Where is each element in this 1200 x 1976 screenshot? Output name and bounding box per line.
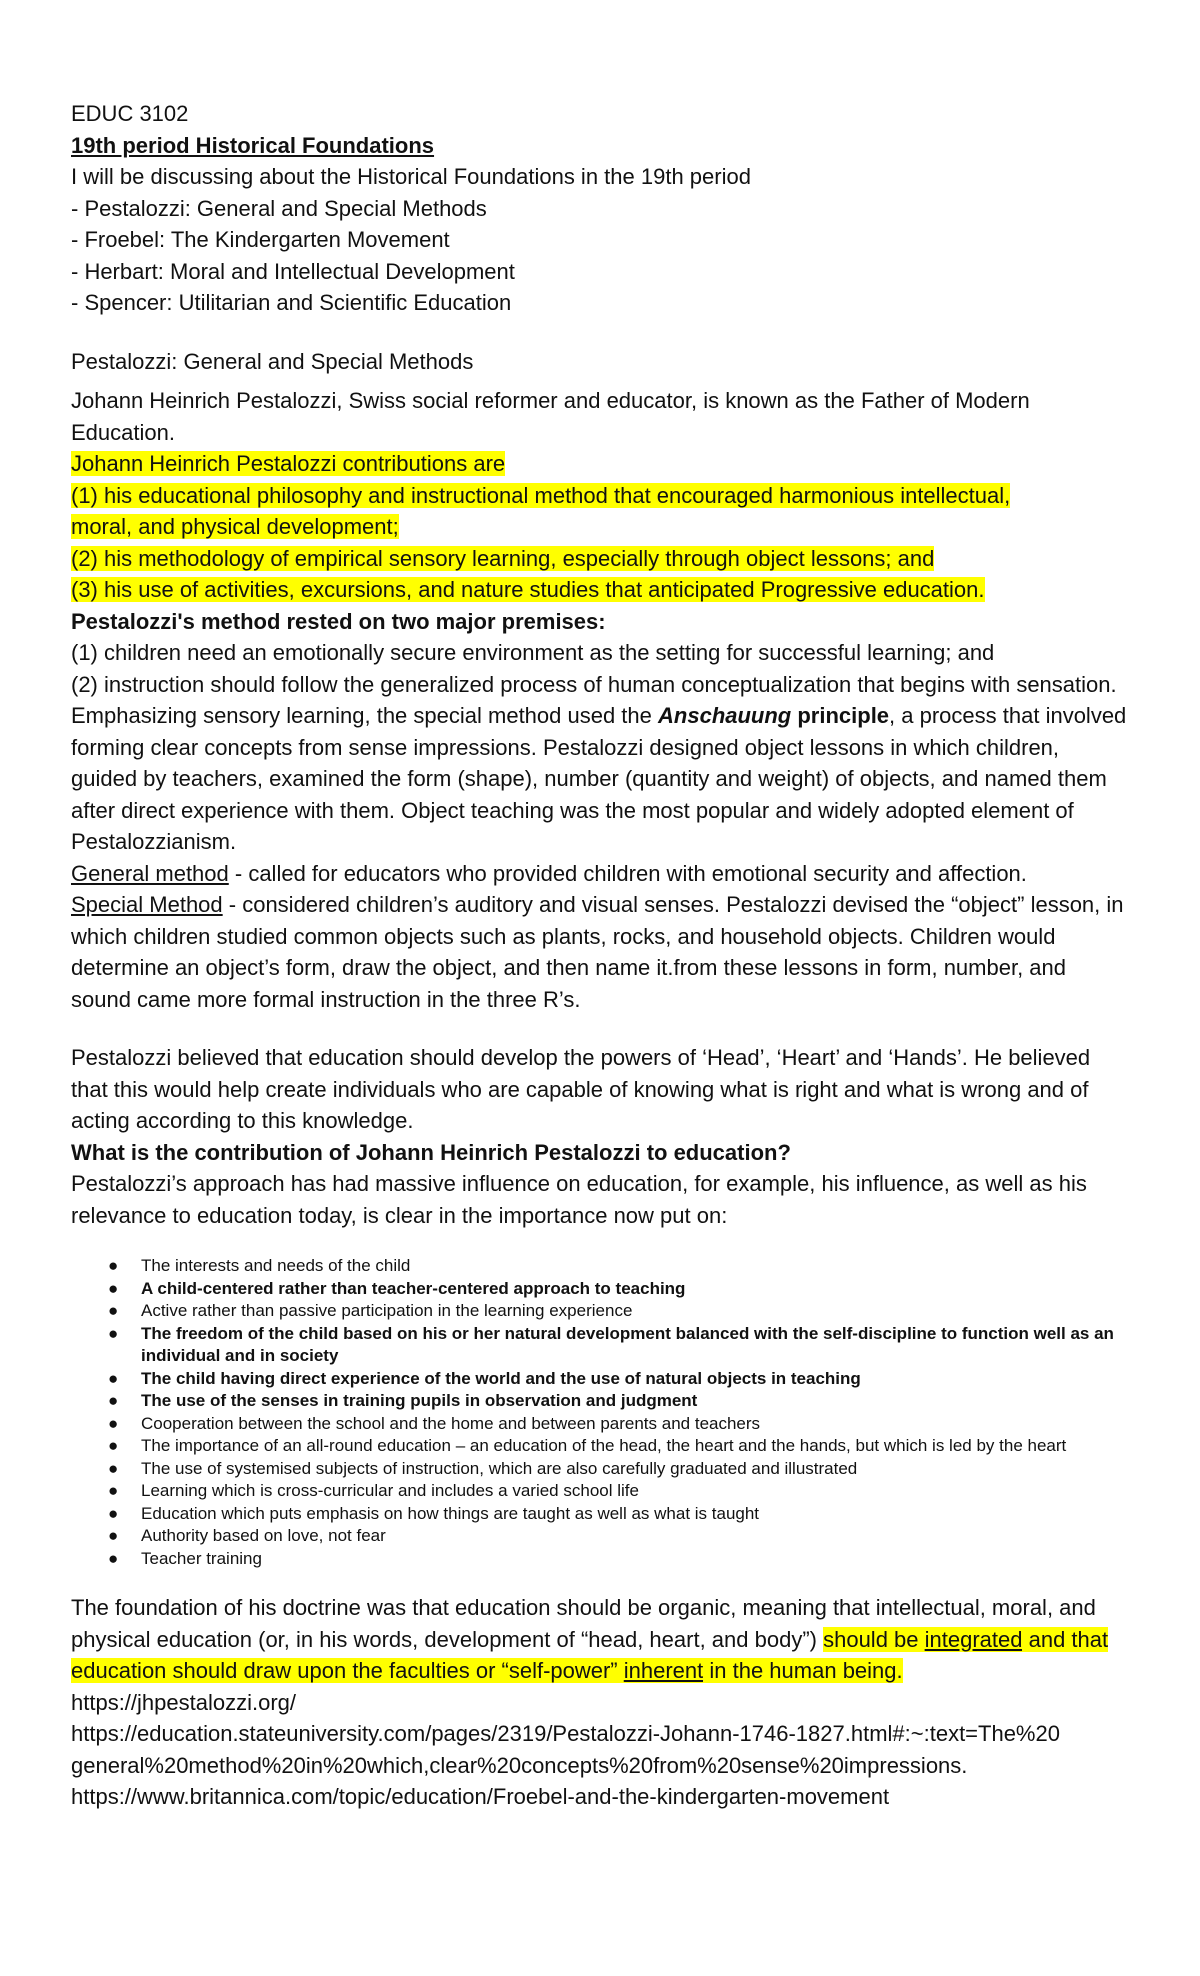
topic-item: - Spencer: Utilitarian and Scientific Education xyxy=(71,290,512,315)
reference-link[interactable]: https://education.stateuniversity.com/pages/2319/Pestalozzi-Johann-1746-1827.html#:~:text=The%20 general%20method%20in%20which,clear%20concepts%20from%20sense%20impressions. xyxy=(71,1721,1060,1778)
special-method-term: Special Method xyxy=(71,892,223,917)
premise-item: (1) children need an emotionally secure environment as the setting for successful learning; and xyxy=(71,640,995,665)
bullet-icon: ● xyxy=(108,1436,119,1455)
special-method-paragraph: Special Method - considered children’s auditory and visual senses. Pestalozzi devised the “object” lesson, in which children studied common objects such as plants, rocks, and household objects. Children would determine an object’s form, draw the object, and then name it.from these lessons in form, number, and sound came more formal instruction in the three R’s. xyxy=(71,892,1124,1012)
general-method-term: General method xyxy=(71,860,229,886)
anschauung-paragraph: Emphasizing sensory learning, the special method used the Anschauung principle, a process that involved forming clear concepts from sense impressions. Pestalozzi designed object lessons in which children, guided by teachers, examined the form (shape), number (quantity and weight) of objects, and named them after direct experience with them. Object teaching was the most popular and widely adopted element of Pestalozzianism. xyxy=(71,703,1127,854)
approach-paragraph: Pestalozzi’s approach has had massive influence on education, for example, his influence, as well as his relevance to education today, is clear in the importance now put on: xyxy=(71,1171,1087,1228)
bullet-icon: ● xyxy=(108,1368,119,1388)
contribution-item: moral, and physical development; xyxy=(71,514,399,539)
general-method-paragraph: General method - called for educators who provided children with emotional security and affection. xyxy=(71,860,1027,886)
list-item: ● Authority based on love, not fear xyxy=(71,1525,1131,1548)
bullet-icon: ● xyxy=(108,1458,119,1478)
contributions-heading: Johann Heinrich Pestalozzi contributions are xyxy=(71,451,506,476)
contribution-item: (3) his use of activities, excursions, and nature studies that anticipated Progressive education. xyxy=(71,577,985,602)
list-item: ● Active rather than passive participation in the learning experience xyxy=(71,1300,1131,1323)
list-item: ● The interests and needs of the child xyxy=(71,1255,1131,1278)
document-page xyxy=(71,98,1131,1813)
list-item: ● The use of systemised subjects of instruction, which are also carefully graduated and illustrated xyxy=(71,1458,1131,1481)
reference-link[interactable]: https://www.britannica.com/topic/education/Froebel-and-the-kindergarten-movement xyxy=(71,1784,890,1809)
course-code: EDUC 3102 xyxy=(71,101,189,126)
importance-list xyxy=(71,1255,1131,1570)
list-item: ● Learning which is cross-curricular and includes a varied school life xyxy=(71,1480,1131,1503)
inherent-term: inherent xyxy=(623,1658,704,1683)
list-item: ● A child-centered rather than teacher-centered approach to teaching xyxy=(71,1278,1131,1301)
bullet-icon: ● xyxy=(108,1256,119,1275)
anschauung-term: Anschauung xyxy=(658,703,792,728)
father-statement: Johann Heinrich Pestalozzi, Swiss social reformer and educator, is known as the Father of Modern Education. xyxy=(71,388,1030,445)
head-heart-hands-paragraph: Pestalozzi believed that education should develop the powers of ‘Head’, ‘Heart’ and ‘Hands’. He believed that this would help create individuals who are capable of knowing what is right and what is wrong and of acting according to this knowledge. xyxy=(71,1045,1091,1133)
section-heading: Pestalozzi: General and Special Methods xyxy=(71,348,474,374)
contribution-item: (1) his educational philosophy and instructional method that encouraged harmonious intellectual, xyxy=(71,482,1011,508)
integrated-term: integrated xyxy=(924,1626,1023,1652)
list-item: ● Education which puts emphasis on how things are taught as well as what is taught xyxy=(71,1503,1131,1526)
bullet-icon: ● xyxy=(108,1413,119,1433)
intro-text: I will be discussing about the Historical Foundations in the 19th period xyxy=(71,164,751,189)
doctrine-paragraph: The foundation of his doctrine was that education should be organic, meaning that intellectual, moral, and physical education (or, in his words, development of “head, heart, and body”) should be integrated and that education should draw upon the faculties or “self-power” inherent in the human being. xyxy=(71,1595,1109,1683)
reference-link[interactable]: https://jhpestalozzi.org/ xyxy=(71,1689,297,1715)
bullet-icon: ● xyxy=(108,1548,119,1568)
bullet-icon: ● xyxy=(108,1481,119,1500)
document-title: 19th period Historical Foundations xyxy=(71,132,435,158)
premises-heading: Pestalozzi's method rested on two major premises: xyxy=(71,608,606,634)
topic-item: - Froebel: The Kindergarten Movement xyxy=(71,227,450,252)
contribution-item: (2) his methodology of empirical sensory learning, especially through object lessons; and xyxy=(71,545,935,571)
bullet-icon: ● xyxy=(108,1278,119,1298)
premise-item: (2) instruction should follow the generalized process of human conceptualization that begins with sensation. xyxy=(71,671,1117,697)
topic-item: - Herbart: Moral and Intellectual Development xyxy=(71,258,515,284)
bullet-icon: ● xyxy=(108,1526,119,1545)
list-item: ● Teacher training xyxy=(71,1548,1131,1571)
bullet-icon: ● xyxy=(108,1391,119,1410)
list-item: ● Cooperation between the school and the home and between parents and teachers xyxy=(71,1413,1131,1436)
bullet-icon: ● xyxy=(108,1301,119,1320)
list-item: ● The importance of an all-round education – an education of the head, the heart and the hands, but which is led by the heart xyxy=(71,1435,1131,1458)
list-item: ● The freedom of the child based on his or her natural development balanced with the self-discipline to function well as an individual and in society xyxy=(108,1323,1114,1365)
bullet-icon: ● xyxy=(108,1503,119,1523)
topic-item: - Pestalozzi: General and Special Methods xyxy=(71,195,487,221)
list-item: ● The child having direct experience of the world and the use of natural objects in teaching xyxy=(71,1368,1131,1391)
list-item: ● The use of the senses in training pupils in observation and judgment xyxy=(71,1390,1131,1413)
bullet-icon: ● xyxy=(108,1323,119,1343)
contribution-question: What is the contribution of Johann Heinrich Pestalozzi to education? xyxy=(71,1139,791,1165)
